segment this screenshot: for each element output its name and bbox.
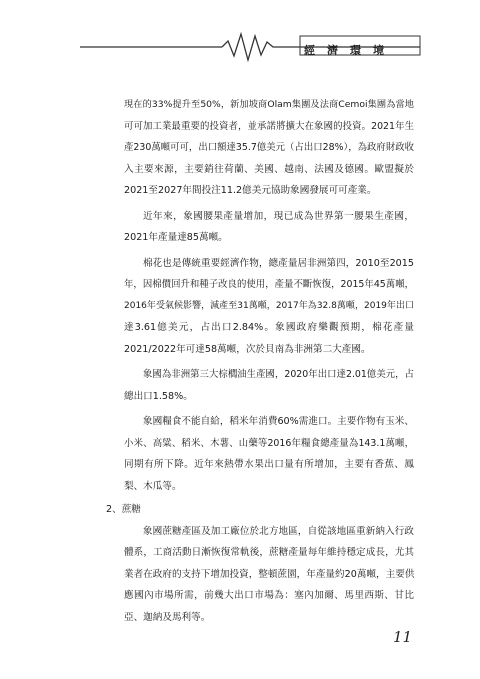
text-line: 2021/2022年可達58萬噸，次於貝南為非洲第二大產國。	[124, 343, 371, 355]
text-line: 象國為非洲第三大棕櫚油生產國，2020年出口達2.01億美元，占	[143, 369, 414, 380]
text-line: 總出口1.58%。	[124, 390, 193, 402]
text-line: 象國糧食不能自給，稻米年消費60%需進口。主要作物有玉米、	[143, 416, 414, 427]
header-title: 經濟環境	[304, 44, 396, 57]
text-line: 棉花也是傳統重要經濟作物，總產量居非洲第四，2010至2015	[143, 257, 414, 269]
page-header	[0, 0, 480, 70]
text-line: 小米、高粱、稻米、木薯、山藥等2016年糧食總產量為143.1萬噸，	[124, 437, 414, 449]
document-body	[106, 94, 414, 628]
text-line: 體系，工商活動日漸恢復常軌後，蔗糖產量每年維持穩定成長，尤其	[124, 547, 414, 558]
page-number: 11	[393, 628, 413, 646]
text-line: 入主要來源，主要銷往荷蘭、美國、越南、法國及德國。歐盟擬於	[124, 163, 414, 175]
text-line: 達3.61億美元，占出口2.84%。象國政府樂觀預期，棉花產量	[124, 322, 414, 333]
section-heading: 2、蔗糖	[106, 504, 141, 515]
text-line: 梨、木瓜等。	[124, 480, 182, 492]
text-line: 近年來，象國腰果產量增加，現已成為世界第一腰果生產國，	[143, 210, 414, 222]
text-line: 象國蔗糖產區及加工廠位於北方地區，自從該地區重新納入行政	[143, 525, 414, 537]
header-ornament	[0, 0, 480, 70]
text-line: 可可加工業最重要的投資者，並承諾將擴大在象國的投資。2021年生	[124, 120, 414, 132]
text-line: 現在的33%提升至50%，新加坡商Olam集團及法商Cemoi集團為當地	[124, 99, 414, 110]
text-line: 2016年受氣候影響，減產至31萬噸，2017年為32.8萬噸，2019年出口	[124, 300, 414, 311]
text-line: 應國內市場所需，前幾大出口市場為：塞內加爾、馬里西斯、甘比	[124, 590, 414, 601]
text-line: 2021至2027年間投注11.2億美元協助象國發展可可產業。	[124, 185, 377, 196]
text-line: 同期有所下降。近年來熱帶水果出口量有所增加，主要有香蕉、鳳	[124, 459, 414, 470]
text-line: 產230萬噸可可，出口額達35.7億美元（占出口28%），為政府財政收	[124, 142, 414, 153]
text-line: 業者在政府的支持下增加投資，整頓蔗園，年產量約20萬噸，主要供	[124, 568, 414, 580]
text-line: 年，因棉價回升和種子改良的使用，產量不斷恢復，2015年45萬噸，	[124, 279, 414, 290]
text-line: 2021年產量達85萬噸。	[124, 232, 228, 243]
text-line: 亞、迦納及馬利等。	[124, 611, 211, 623]
header-pulse-line	[222, 34, 300, 60]
